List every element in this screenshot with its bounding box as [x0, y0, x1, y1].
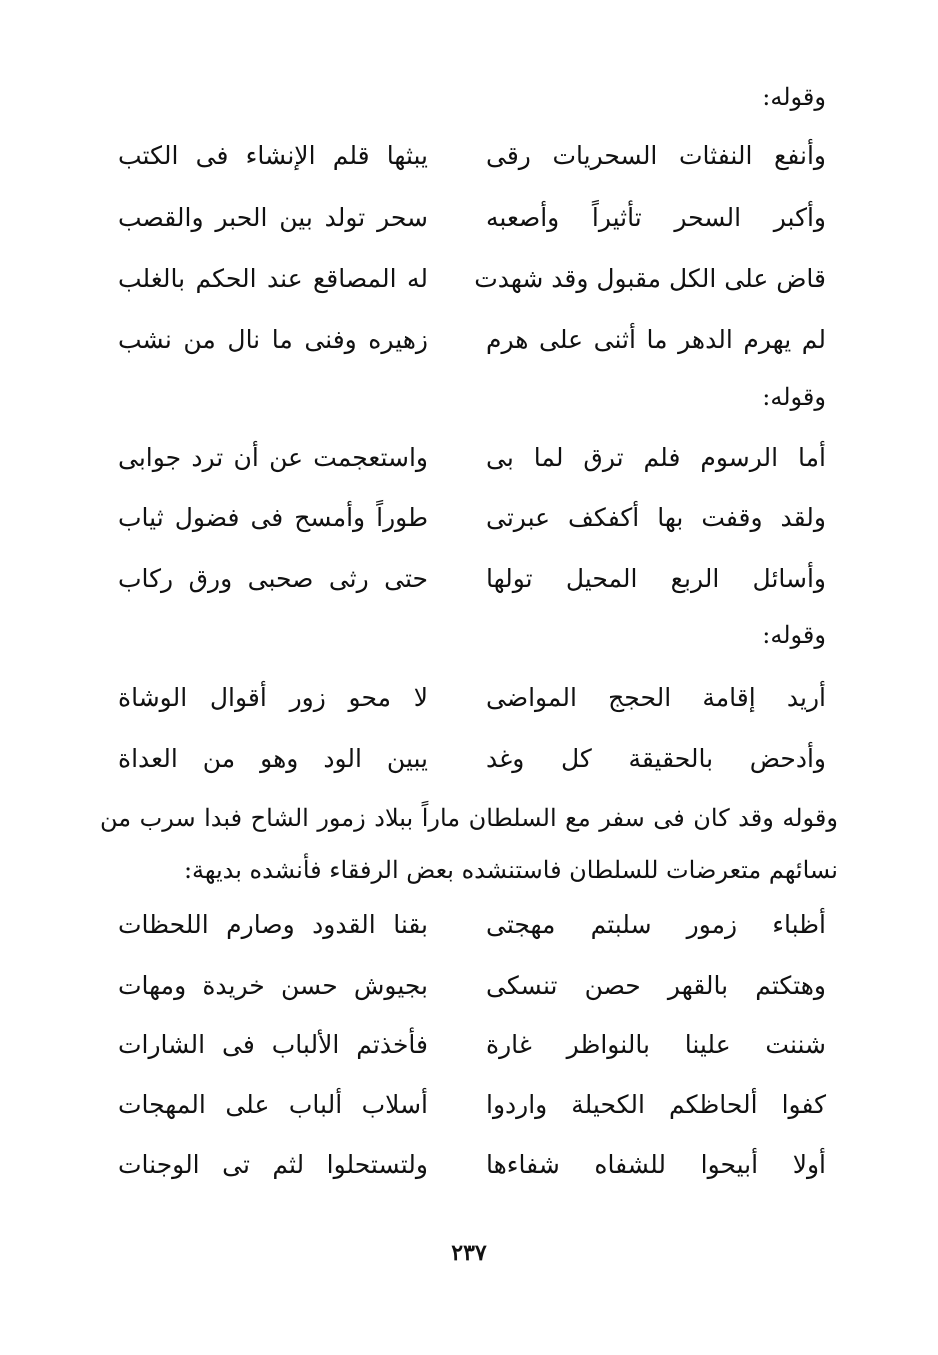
verse-first-hemistich: قاض على الكل مقبول وقد شهدت [474, 264, 826, 293]
verse-second-hemistich: طوراً وأمسح فى فضول ثياب [118, 503, 428, 532]
verse-second-hemistich: بقنا القدود وصارم اللحظات [118, 910, 428, 939]
verse-second-hemistich: بجيوش حسن خريدة ومهات [118, 971, 428, 1000]
verse-first-hemistich: لم يهرم الدهر ما أثنى على هرم [486, 325, 826, 354]
verse-first-hemistich: وأنفع النفثات السحريات رقى [486, 141, 826, 170]
verse-line [120, 1087, 826, 1123]
verse-first-hemistich: وأسائل الربع المحيل تولها [486, 564, 826, 593]
prose-paragraph-line: نسائهم متعرضات للسلطان فاستنشده بعض الرفقاء فأنشده بديهة: [183, 856, 838, 884]
verse-line [120, 907, 826, 943]
verse-line [120, 561, 826, 597]
verse-first-hemistich: وأكبر السحر تأثيراً وأصعبه [486, 203, 826, 232]
verse-line [120, 500, 826, 536]
verse-second-hemistich: زهيره وفنى ما نال من نشب [118, 325, 428, 354]
verse-second-hemistich: ولتستحلوا لثم تى الوجنات [118, 1150, 428, 1179]
verse-first-hemistich: ولقد وقفت بها أكفكف عبرتى [486, 503, 826, 532]
verse-second-hemistich: أسلاب ألباب على المهجات [118, 1090, 428, 1119]
verse-first-hemistich: شننت علينا بالنواظر غارة [486, 1030, 826, 1059]
verse-line [120, 261, 826, 297]
verse-line [120, 968, 826, 1004]
page-number: ٢٣٧ [451, 1240, 487, 1266]
verse-first-hemistich: أما الرسوم فلم ترق لما بى [486, 443, 826, 472]
verse-second-hemistich: حتى رثى صحبى ورق ركاب [118, 564, 428, 593]
verse-second-hemistich: سحر تولد بين الحبر والقصب [118, 203, 428, 232]
section-intro: وقوله: [762, 383, 826, 411]
section-intro: وقوله: [762, 621, 826, 649]
verse-line [120, 1027, 826, 1063]
verse-first-hemistich: وهتكتم بالقهر حصن تنسكى [486, 971, 826, 1000]
verse-first-hemistich: أريد إقامة الحجج المواضى [486, 683, 826, 712]
verse-second-hemistich: يبين الود وهو من العداة [118, 744, 428, 773]
verse-first-hemistich: كفوا ألحاظكم الكحيلة واردوا [486, 1090, 826, 1119]
verse-first-hemistich: أولا أبيحوا للشفاه شفاءها [486, 1150, 826, 1179]
prose-paragraph-line: وقوله وقد كان فى سفر مع السلطان ماراً ببلاد زمور الشاح فبدا سرب من [100, 804, 838, 832]
verse-first-hemistich: وأدحض بالحقيقة كل وغد [486, 744, 826, 773]
verse-first-hemistich: أظباء زمور سلبتم مهجتى [486, 910, 826, 939]
section-intro: وقوله: [762, 83, 826, 111]
verse-line [120, 440, 826, 476]
verse-line [120, 680, 826, 716]
verse-second-hemistich: يبثها قلم الإنشاء فى الكتب [118, 141, 428, 170]
verse-line [120, 741, 826, 777]
verse-line [120, 138, 826, 174]
verse-second-hemistich: فأخذتم الألباب فى الشارات [118, 1030, 428, 1059]
verse-line [120, 1147, 826, 1183]
verse-second-hemistich: واستعجمت عن أن ترد جوابى [118, 443, 428, 472]
verse-line [120, 200, 826, 236]
verse-line [120, 322, 826, 358]
verse-second-hemistich: لا محو زور أقوال الوشاة [118, 683, 428, 712]
verse-second-hemistich: له المصاقع عند الحكم بالغلب [118, 264, 428, 293]
